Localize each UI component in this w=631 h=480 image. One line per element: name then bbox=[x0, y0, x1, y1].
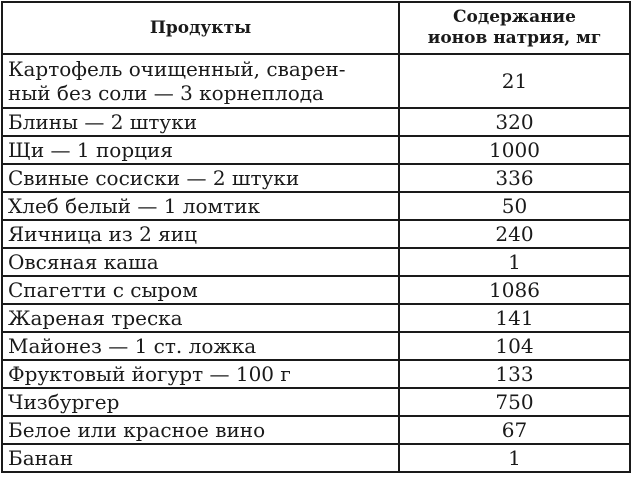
table-body bbox=[2, 54, 630, 472]
product-name-line2: ный без соли — 3 корнеплода bbox=[8, 81, 324, 105]
table-row bbox=[2, 416, 630, 444]
sodium-value-cell: 21 bbox=[399, 54, 630, 108]
sodium-value-cell: 1086 bbox=[399, 276, 630, 304]
table-row bbox=[2, 248, 630, 276]
sodium-value-cell: 750 bbox=[399, 388, 630, 416]
sodium-value-cell: 1 bbox=[399, 444, 630, 472]
sodium-value-cell: 1 bbox=[399, 248, 630, 276]
product-cell: Чизбургер bbox=[2, 388, 399, 416]
sodium-value-cell: 320 bbox=[399, 108, 630, 136]
product-name-line1: Картофель очищенный, сварен- bbox=[8, 57, 346, 81]
product-cell: Блины — 2 штуки bbox=[2, 108, 399, 136]
header-sodium-content bbox=[399, 2, 630, 54]
sodium-value-cell: 1000 bbox=[399, 136, 630, 164]
table-row bbox=[2, 304, 630, 332]
table-row bbox=[2, 108, 630, 136]
sodium-value-cell: 50 bbox=[399, 192, 630, 220]
product-cell: Хлеб белый — 1 ломтик bbox=[2, 192, 399, 220]
product-cell: Жареная треска bbox=[2, 304, 399, 332]
product-cell: Яичница из 2 яиц bbox=[2, 220, 399, 248]
header-products-label: Продукты bbox=[149, 17, 252, 38]
header-row bbox=[2, 2, 630, 54]
sodium-content-table bbox=[1, 1, 631, 473]
table-row bbox=[2, 388, 630, 416]
product-cell: Банан bbox=[2, 444, 399, 472]
product-cell: Щи — 1 порция bbox=[2, 136, 399, 164]
table-header bbox=[2, 2, 630, 54]
product-cell: Фруктовый йогурт — 100 г bbox=[2, 360, 399, 388]
header-products bbox=[2, 2, 399, 54]
table-row bbox=[2, 54, 630, 108]
table-row bbox=[2, 192, 630, 220]
sodium-value-cell: 336 bbox=[399, 164, 630, 192]
table-row bbox=[2, 136, 630, 164]
product-cell: Спагетти с сыром bbox=[2, 276, 399, 304]
product-cell: Овсяная каша bbox=[2, 248, 399, 276]
product-cell: Белое или красное вино bbox=[2, 416, 399, 444]
sodium-value-cell: 240 bbox=[399, 220, 630, 248]
sodium-value-cell: 67 bbox=[399, 416, 630, 444]
header-sodium-line1: Содержание bbox=[453, 7, 576, 27]
sodium-value-cell: 133 bbox=[399, 360, 630, 388]
product-cell bbox=[2, 54, 399, 108]
table-row bbox=[2, 164, 630, 192]
table-row bbox=[2, 444, 630, 472]
table-row bbox=[2, 360, 630, 388]
table-row bbox=[2, 276, 630, 304]
header-sodium-line2: ионов натрия, мг bbox=[427, 28, 602, 48]
table-row bbox=[2, 332, 630, 360]
table-row bbox=[2, 220, 630, 248]
sodium-value-cell: 141 bbox=[399, 304, 630, 332]
product-cell: Майонез — 1 ст. ложка bbox=[2, 332, 399, 360]
sodium-value-cell: 104 bbox=[399, 332, 630, 360]
product-cell: Свиные сосиски — 2 штуки bbox=[2, 164, 399, 192]
